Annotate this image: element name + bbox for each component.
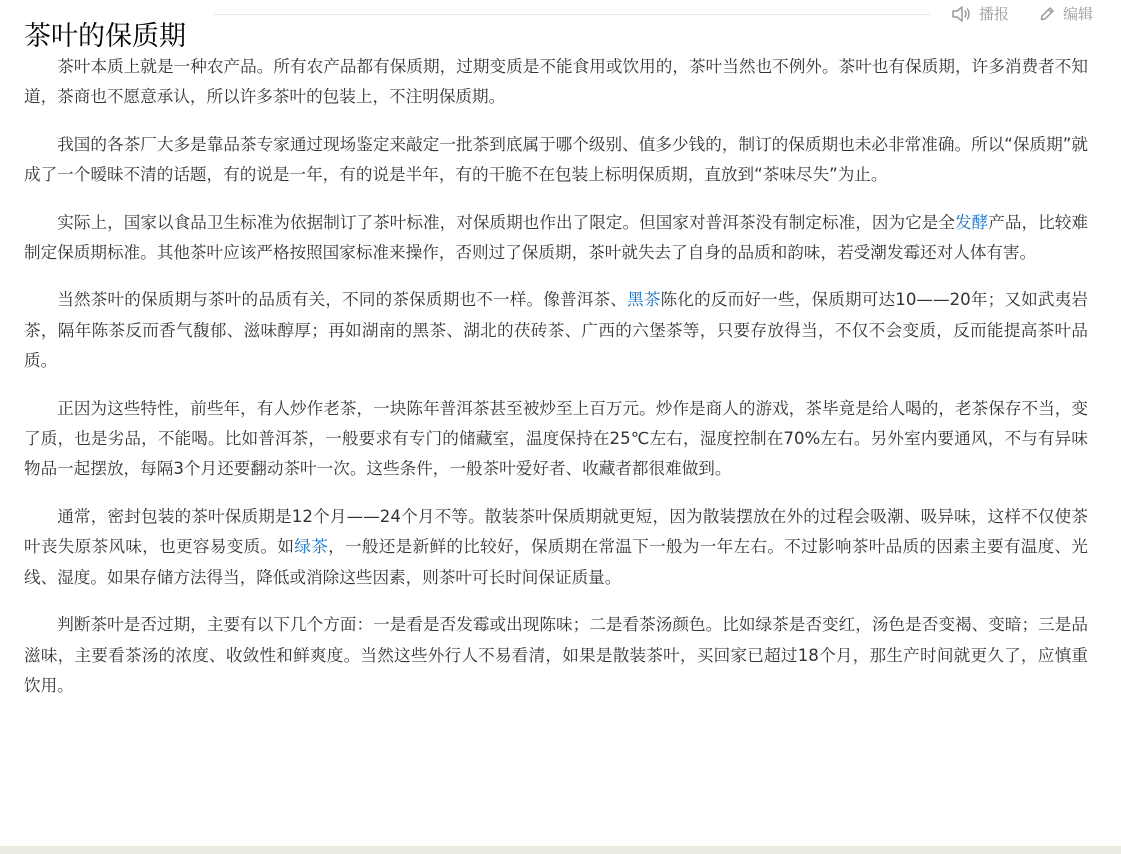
edit-button[interactable] [1039, 3, 1093, 24]
paragraph [24, 130, 1088, 191]
paragraph-text: ，一般还是新鲜的比较好，保质期在常温下一般为一年左右。不过影响茶叶品质的因素主要有温度、光线、湿度。如果存储方法得当，降低或消除这些因素，则茶叶可长时间保证质量。 [24, 537, 1089, 587]
paragraph-text: 实际上，国家以食品卫生标准为依据制订了茶叶标准，对保质期也作出了限定。但国家对普洱茶没有制定标准，因为它是全 [57, 212, 956, 232]
edit-label: 编辑 [1062, 5, 1093, 23]
paragraph [24, 208, 1088, 269]
paragraph [24, 610, 1088, 701]
paragraph-text: 通常，密封包装的茶叶保质期是12个月——24个月不等。散装茶叶保质期就更短，因为散装摆放在外的过程会吸潮、吸异味，这样不仅使茶叶丧失原茶风味，也更容易变质。如 [24, 506, 1088, 557]
section-header [24, 0, 1121, 53]
article-body [24, 52, 1088, 718]
paragraph-text: 茶叶本质上就是一种农产品。所有农产品都有保质期，过期变质是不能食用或饮用的，茶叶当然也不例外。茶叶也有保质期，许多消费者不知道，茶商也不愿意承认，所以许多茶叶的包装上，不注明保质期。 [24, 57, 1088, 107]
paragraph [24, 52, 1088, 113]
section-title: 茶叶的保质期 [24, 21, 186, 53]
term-link[interactable]: 发酵 [955, 212, 989, 232]
term-link[interactable]: 黑茶 [627, 290, 661, 310]
paragraph [24, 502, 1088, 593]
bottom-strip [0, 846, 1121, 854]
paragraph-text: 陈化的反而好一些，保质期可达10——20年；又如武夷岩茶，隔年陈茶反而香气馥郁、滋味醇厚；再如湖南的黑茶、湖北的茯砖茶、广西的六堡茶等，只要存放得当，不仅不会变质，反而能提高茶叶品质。 [24, 290, 1089, 371]
speaker-icon [951, 5, 971, 23]
term-link[interactable]: 绿茶 [294, 537, 329, 557]
pencil-icon [1039, 6, 1055, 22]
section-tools [951, 3, 1093, 24]
paragraph-text: 判断茶叶是否过期，主要有以下几个方面：一是看是否发霉或出现陈味；二是看茶汤颜色。比如绿茶是否变红，汤色是否变褐、变暗；三是品滋味，主要看茶汤的浓度、收敛性和鲜爽度。当然这些外行人不易看清，如果是散装茶叶，买回家已超过18个月，那生产时间就更久了，应慎重饮用。 [24, 615, 1088, 695]
report-label: 播报 [978, 5, 1009, 23]
paragraph-text: 当然茶叶的保质期与茶叶的品质有关，不同的茶保质期也不一样。像普洱茶、 [57, 290, 628, 310]
paragraph-text: 产品，比较难制定保质期标准。其他茶叶应该严格按照国家标准来操作，否则过了保质期，茶叶就失去了自身的品质和韵味，若受潮发霉还对人体有害。 [24, 212, 1089, 263]
paragraph-text: 正因为这些特性，前些年，有人炒作老茶，一块陈年普洱茶甚至被炒至上百万元。炒作是商人的游戏，茶毕竟是给人喝的，老茶保存不当，变了质，也是劣品，不能喝。比如普洱茶，一般要求有专门的储藏室，温度保持在25℃左右，湿度控制在70%左右。另外室内要通风，不与有异味物品一起摆放，每隔3个月还要翻动茶叶一次。这些条件，一般茶叶爱好者、收藏者都很难做到。 [24, 398, 1088, 479]
report-button[interactable] [951, 3, 1009, 24]
paragraph [24, 394, 1088, 485]
paragraph-text: 我国的各茶厂大多是靠品茶专家通过现场鉴定来敲定一批茶到底属于哪个级别、值多少钱的，制订的保质期也未必非常准确。所以“保质期”就成了一个暧昧不清的话题，有的说是一年，有的说是半年，有的干脆不在包装上标明保质期，直放到“茶味尽失”为止。 [24, 134, 1088, 185]
paragraph [24, 285, 1088, 376]
title-divider [214, 14, 930, 15]
